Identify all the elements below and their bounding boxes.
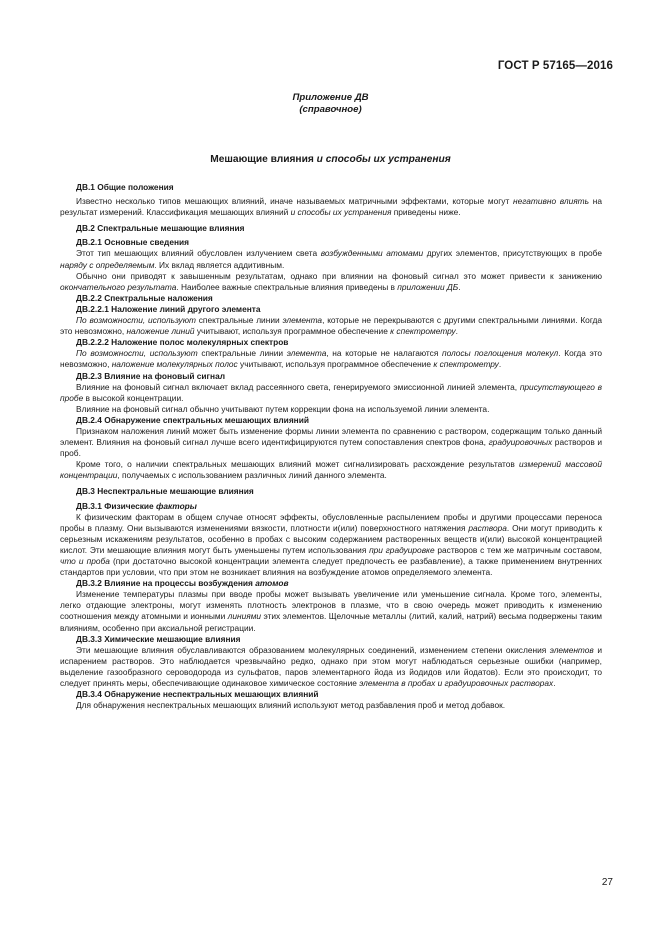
subsection-heading-db2-2-2: ДВ.2.2.2 Наложение полос молекулярных спектров [76, 337, 289, 348]
appendix-type: (справочное) [299, 104, 362, 115]
subsection-heading-db2-3: ДВ.2.3 Влияние на фоновый сигнал [76, 370, 226, 381]
standard-code: ГОСТ Р 57165—2016 [497, 60, 613, 72]
appendix-heading [0, 92, 661, 116]
subsection-heading-db2-2: ДВ.2.2 Спектральные наложения [76, 292, 213, 303]
subsection-heading-db2-1: ДВ.2.1 Основные сведения [76, 237, 189, 248]
paragraph: Известно несколько типов мешающих влияний, иначе называемых матричными эффектами, которые могут негативно влиять на результат измерений. Классификация мешающих влияний и способы их устранения приведены ниже. [60, 196, 602, 218]
subsection-heading-db3-1: ДВ.3.1 Физические факторы [76, 500, 197, 511]
paragraph: Влияние на фоновый сигнал обычно учитывают путем коррекции фона на используемой линии элемента. [76, 403, 490, 414]
document-title [0, 153, 661, 166]
subsection-heading-db2-2-1: ДВ.2.2.1 Наложение линий другого элемента [76, 303, 261, 314]
title-italic: и способы их устранения [316, 154, 451, 165]
paragraph: Эти мешающие влияния обуславливаются образованием молекулярных соединений, изменением степени окисления элементов и испарением растворов. Это наблюдается чрезвычайно редко, однако при этом могут наблюдаться серьезные ошибки (например, выделение газообразного сероводорода из сульфатов, паров элементарного йода из йодидов или йодатов). Если это происходит, то следует принять меры, обеспечивающие одинаковое химическое состояние элемента в пробах и градуировочных растворах. [60, 644, 602, 689]
paragraph: Влияние на фоновый сигнал включает вклад рассеянного света, генерируемого эмиссионной линией элемента, присутствующего в пробе в высокой концентрации. [60, 381, 602, 403]
paragraph: По возможности, используют спектральные линии элемента, которые не перекрываются с другими спектральными линиями. Когда это невозможно, наложение линий учитывают, используя программное обеспечение к спектрометру. [60, 315, 602, 337]
paragraph: К физическим факторам в общем случае относят эффекты, обусловленные распылением пробы и другими процессами переноса пробы в плазму. Они вызываются изменениями вязкости, плотности и(или) поверхностного натяжения раствора. Они могут приводить к серьезным искажениям результатов, особенно в пробах с высоким содержанием растворенных веществ и(или) высокой концентрацией кислот. Эти мешающие влияния могут быть уменьшены путем использования при градуировке растворов с тем же матричным составом, что и проба (при достаточно высокой концентрации элемента следует предпочесть ее разбавление), а также применением внутренних стандартов при условии, что при этом не возникает влияния на возбуждение атомов определяемого элемента. [60, 511, 602, 578]
section-heading-db1: ДВ.1 Общие положения [76, 182, 174, 192]
section-heading-db2: ДВ.2 Спектральные мешающие влияния [76, 223, 245, 234]
subsection-heading-db3-3: ДВ.3.3 Химические мешающие влияния [76, 633, 241, 644]
subsection-heading-db3-2: ДВ.3.2 Влияние на процессы возбуждения атомов [76, 578, 289, 589]
paragraph: Для обнаружения неспектральных мешающих влияний используют метод разбавления проб и метод добавок. [76, 700, 506, 711]
paragraph: По возможности, используют спектральные линии элемента, на которые не налагаются полосы поглощения молекул. Когда это невозможно, наложение молекулярных полос учитывают, используя программное обеспечение к спектрометру. [60, 348, 602, 370]
page-number: 27 [601, 877, 613, 888]
paragraph: Кроме того, о наличии спектральных мешающих влияний может сигнализировать расхождение результатов измерений массовой концентрации, получаемых с использованием различных линий данного элемента. [60, 459, 602, 481]
paragraph: Этот тип мешающих влияний обусловлен излучением света возбужденными атомами других элементов, присутствующих в пробе наряду с определяемым. Их вклад является аддитивным. [60, 248, 602, 270]
subsection-heading-db3-4: ДВ.3.4 Обнаружение неспектральных мешающих влияний [76, 689, 319, 700]
title-normal: Мешающие влияния [210, 154, 317, 165]
appendix-title: Приложение ДВ [292, 92, 369, 103]
paragraph: Изменение температуры плазмы при вводе пробы может вызывать увеличение или уменьшение сигнала. Кроме того, элементы, легко отдающие электроны, могут изменять плотность электронов в плазме, что в свою очередь может приводить к изменению соотношения между атомными и ионными линиями этих элементов. Щелочные металлы (литий, калий, натрий) весьма подвержены таким влияниям, особенно при аксиальной регистрации. [60, 589, 602, 633]
paragraph: Обычно они приводят к завышенным результатам, однако при влиянии на фоновый сигнал это может привести к занижению окончательного результата. Наиболее важные спектральные влияния приведены в приложении ДБ. [60, 270, 602, 292]
paragraph: Признаком наложения линий может быть изменение формы линии элемента по сравнению с раствором, содержащим только данный элемент. Влияния на фоновый сигнал лучше всего идентифицируются путем сопоставления спектров фона, градуировочных растворов и проб. [60, 425, 603, 459]
section-heading-db3: ДВ.3 Неспектральные мешающие влияния [76, 486, 254, 497]
document-body [60, 182, 602, 711]
subsection-heading-db2-4: ДВ.2.4 Обнаружение спектральных мешающих влияний [76, 414, 309, 425]
